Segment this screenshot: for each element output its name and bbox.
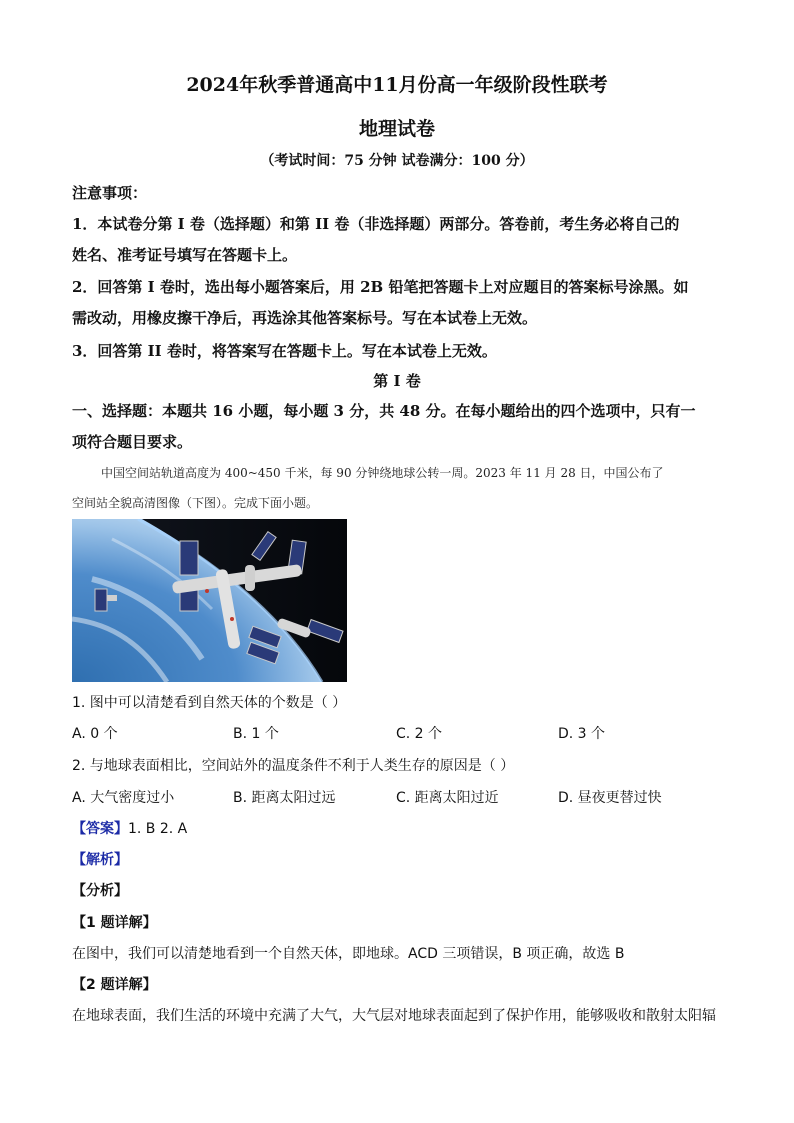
q1-option-b[interactable]: B. 1 个 bbox=[233, 726, 279, 742]
analysis-sub-row bbox=[72, 880, 128, 900]
question-2-stem: 2. 与地球表面相比，空间站外的温度条件不利于人类生存的原因是（ ） bbox=[72, 758, 515, 774]
section-intro: 一、选择题：本题共 16 小题，每小题 3 分，共 48 分。在每小题给出的四个选项中，只有一 bbox=[72, 402, 696, 420]
exam-info: （考试时间：75 分钟 试卷满分：100 分） bbox=[260, 153, 534, 169]
q2-detail-text: 在地球表面，我们生活的环境中充满了大气，大气层对地球表面起到了保护作用，能够吸收和散射太阳辐 bbox=[72, 1008, 716, 1024]
analysis-row bbox=[72, 849, 128, 869]
q1-option-a[interactable]: A. 0 个 bbox=[72, 726, 118, 742]
q2-detail-tag: 【2 题详解】 bbox=[72, 977, 157, 993]
question-1-stem: 1. 图中可以清楚看到自然天体的个数是（ ） bbox=[72, 695, 347, 711]
exam-title: 2024年秋季普通高中11月份高一年级阶段性联考 bbox=[186, 74, 608, 96]
note-line: 姓名、准考证号填写在答题卡上。 bbox=[72, 246, 298, 264]
analysis-tag: 【解析】 bbox=[72, 852, 128, 868]
answer-text: 1. B 2. A bbox=[128, 821, 188, 837]
note-line: 1．本试卷分第 I 卷（选择题）和第 II 卷（非选择题）两部分。答卷前，考生务必将自己的 bbox=[72, 215, 680, 233]
volume-heading: 第 I 卷 bbox=[373, 372, 421, 390]
q1-option-d[interactable]: D. 3 个 bbox=[558, 726, 606, 742]
passage-line: 空间站全貌高清图像（下图）。完成下面小题。 bbox=[72, 496, 319, 510]
q1-detail-tag: 【1 题详解】 bbox=[72, 915, 157, 931]
q2-option-c[interactable]: C. 距离太阳过近 bbox=[396, 790, 499, 806]
note-line: 2．回答第 I 卷时，选出每小题答案后，用 2B 铅笔把答题卡上对应题目的答案标号涂黑。如 bbox=[72, 278, 689, 296]
space-station-photo bbox=[72, 519, 347, 682]
subject-title: 地理试卷 bbox=[358, 118, 435, 140]
q1-detail-heading bbox=[72, 912, 157, 932]
note-line: 3．回答第 II 卷时，将答案写在答题卡上。写在本试卷上无效。 bbox=[72, 342, 497, 360]
q2-option-b[interactable]: B. 距离太阳过远 bbox=[233, 790, 336, 806]
q1-option-c[interactable]: C. 2 个 bbox=[396, 726, 443, 742]
passage-line: 中国空间站轨道高度为 400~450 千米，每 90 分钟绕地球公转一周。2023 年 11 月 28 日，中国公布了 bbox=[101, 466, 664, 480]
q2-option-a[interactable]: A. 大气密度过小 bbox=[72, 790, 175, 806]
q2-option-d[interactable]: D. 昼夜更替过快 bbox=[558, 790, 662, 806]
note-line: 需改动，用橡皮擦干净后，再选涂其他答案标号。写在本试卷上无效。 bbox=[72, 309, 538, 327]
answer-row bbox=[72, 818, 187, 838]
notes-heading: 注意事项： bbox=[72, 184, 148, 202]
section-intro: 项符合题目要求。 bbox=[72, 433, 193, 451]
analysis-sub-tag: 【分析】 bbox=[72, 883, 128, 899]
q1-detail-text: 在图中，我们可以清楚地看到一个自然天体，即地球。ACD 三项错误，B 项正确，故选 B bbox=[72, 946, 625, 962]
answer-tag: 【答案】 bbox=[72, 821, 128, 837]
q2-detail-heading bbox=[72, 974, 157, 994]
